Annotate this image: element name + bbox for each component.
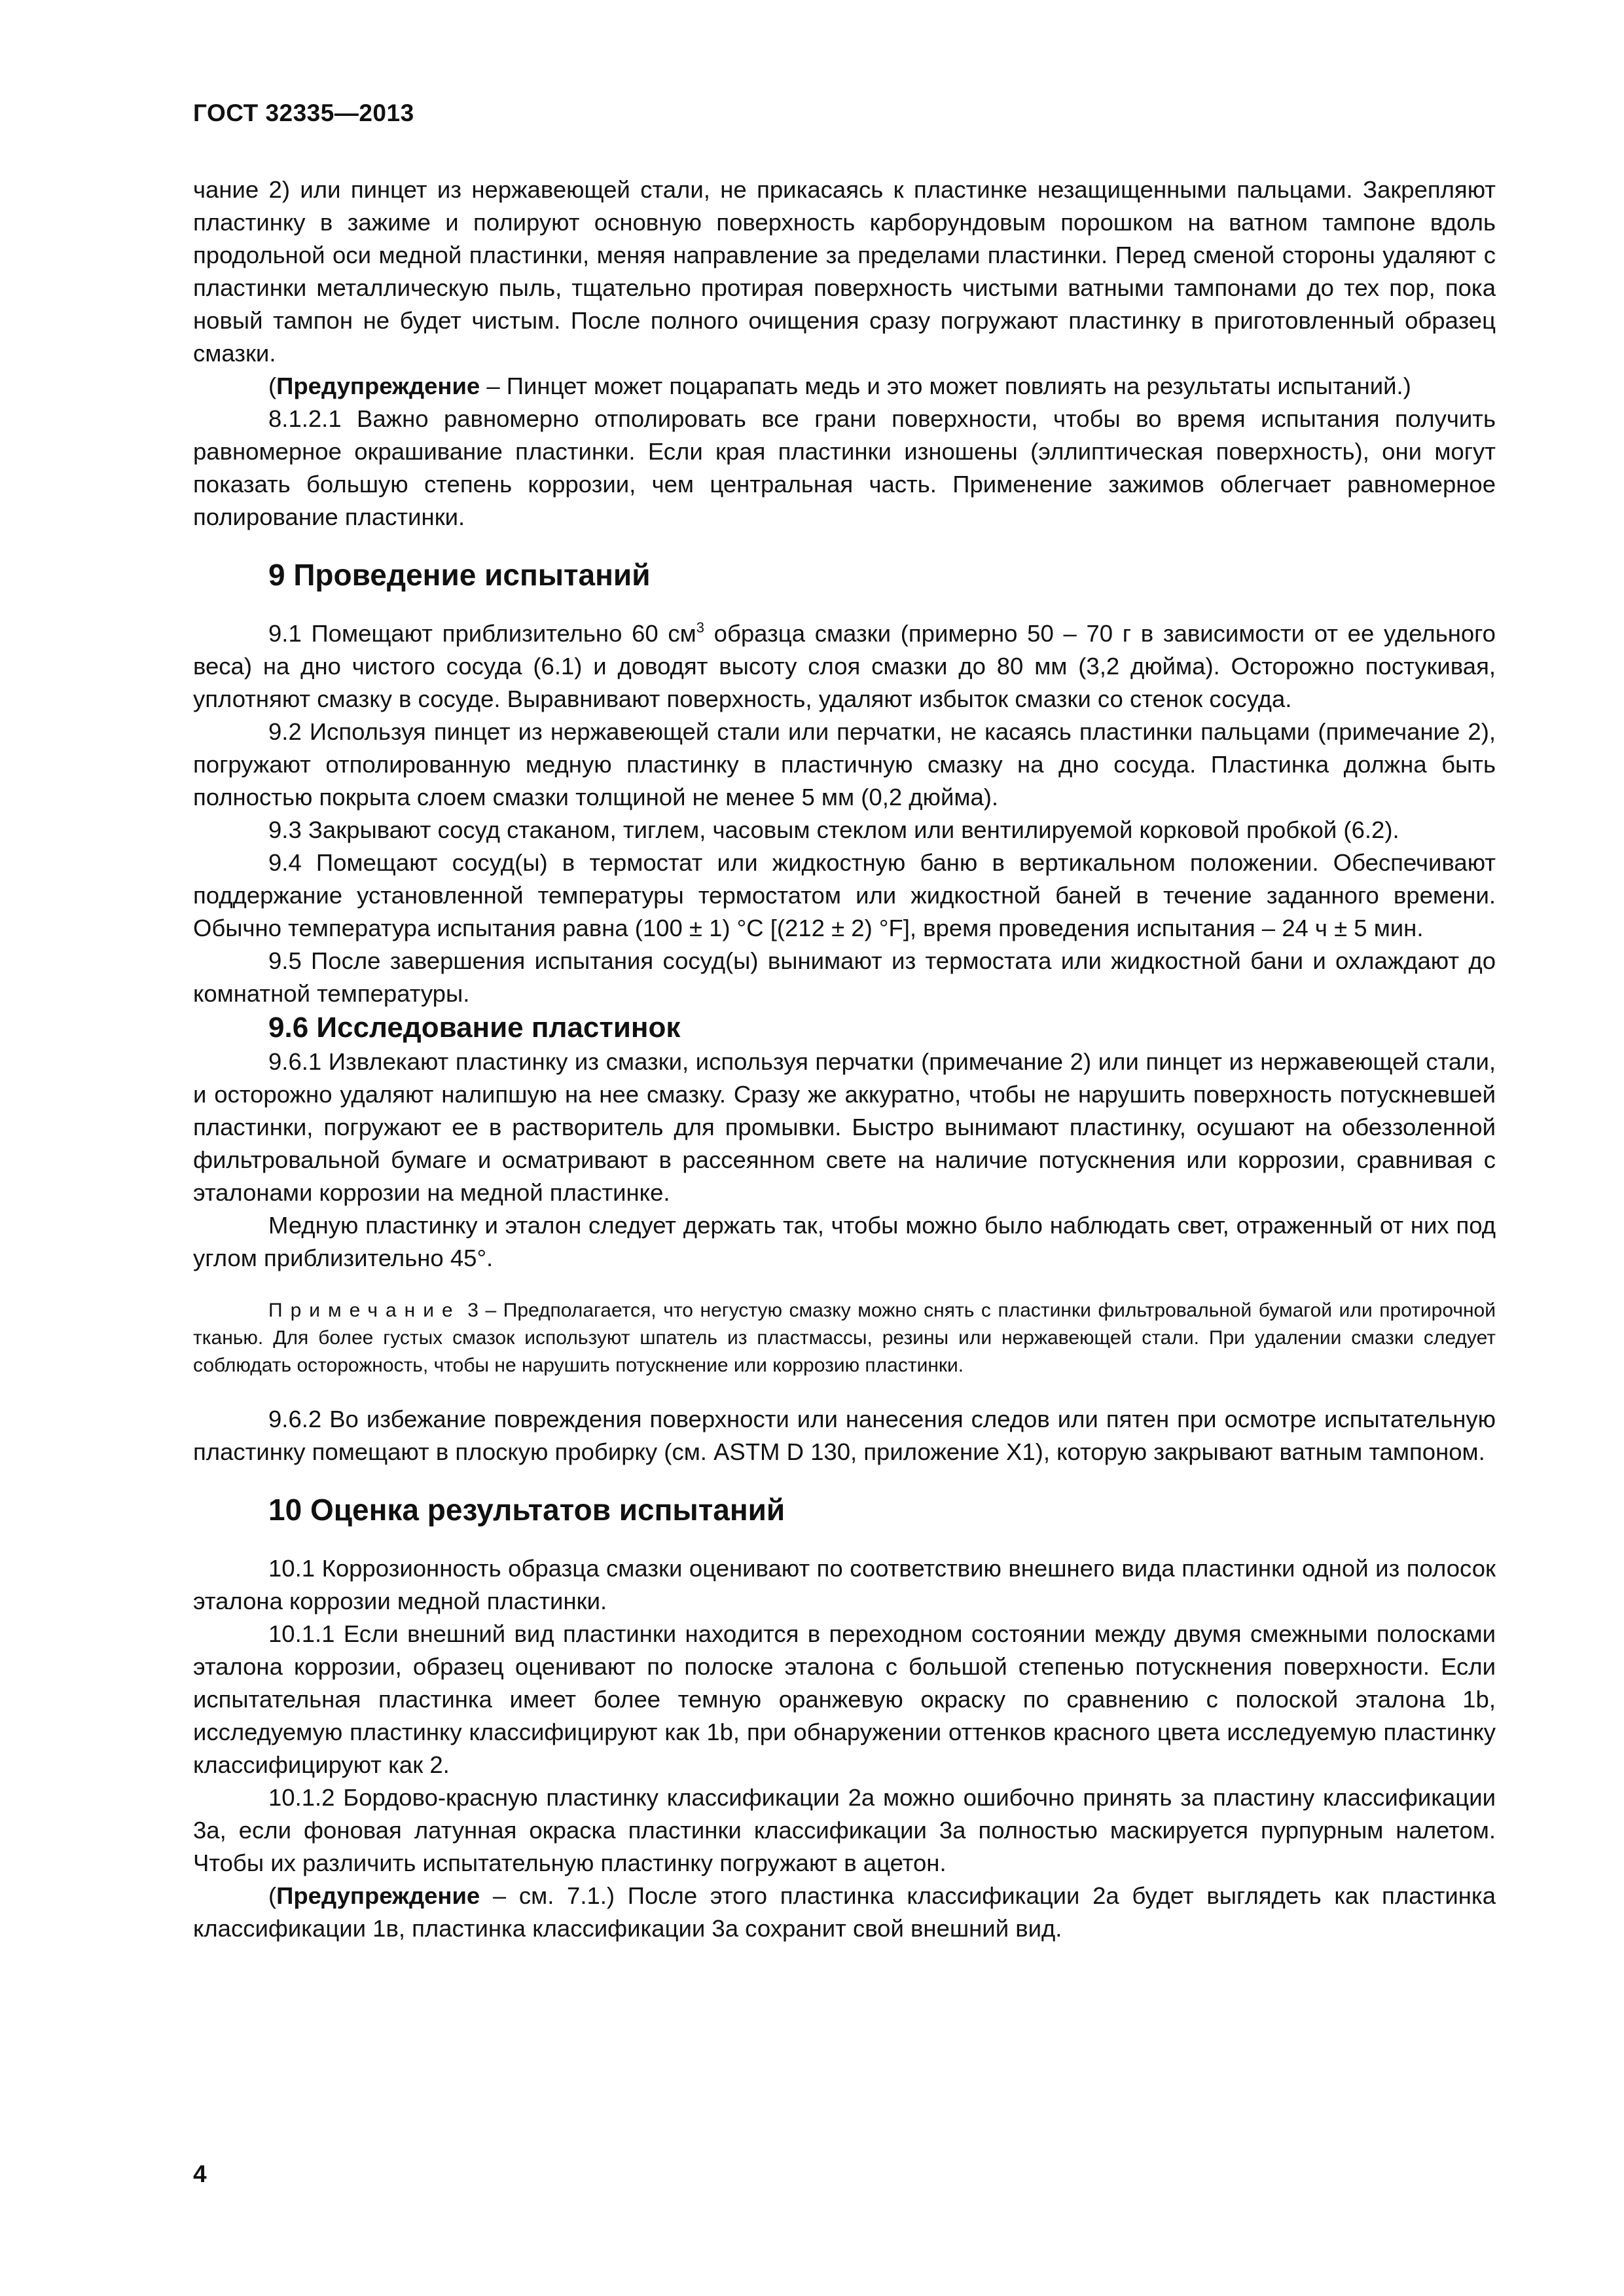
paragraph-9-1 (193, 617, 1496, 716)
paragraph-8-1-2-1: 8.1.2.1 Важно равномерно отполировать все грани поверхности, чтобы во время испытания получить равномерное окрашивание пластинки. Если края пластинки изношены (эллиптическая поверхность), они могут показать большую степень коррозии, чем центральная часть. Применение зажимов облегчает равномерное полирование пластинки. (193, 405, 1496, 530)
section-10-title: 10 Оценка результатов испытаний (268, 1493, 785, 1527)
warning-text: – см. 7.1.) После этого пластинка классификации 2а будет выглядеть как пластинка классификации 1в, пластинка классификации 3а сохранит свой внешний вид. (193, 1882, 1496, 1942)
paragraph-10-1-1: 10.1.1 Если внешний вид пластинки находится в переходном состоянии между двумя смежными полосками эталона коррозии, образец оценивают по полоске эталона с большой степенью потускнения поверхности. Если испытательная пластинка имеет более темную оранжевую окраску по сравнению с полоской эталона 1b, исследуемую пластинку классифицируют как 1b, при обнаружении оттенков красного цвета исследуемую пластинку классифицируют как 2. (193, 1620, 1496, 1778)
note-3 (193, 1297, 1496, 1379)
paragraph-10-1: 10.1 Коррозионность образца смазки оценивают по соответствию внешнего вида пластинки одной из полосок эталона коррозии медной пластинки. (193, 1555, 1496, 1614)
paragraph-9-1-start: 9.1 Помещают приблизительно 60 см (268, 620, 696, 647)
note-text: 3 – Предполагается, что негустую смазку можно снять с пластинки фильтровальной бумагой или протирочной тканью. Для более густых смазок используют шпатель из пластмассы, резины или нержавеющей стали. При удалении смазки следует соблюдать осторожность, чтобы не нарушить потускнение или коррозию пластинки. (193, 1300, 1496, 1376)
section-9-title: 9 Проведение испытаний (268, 558, 651, 592)
paragraph-9-6-1-continued: Медную пластинку и эталон следует держать так, чтобы можно было наблюдать свет, отраженный от них под углом приблизительно 45°. (193, 1212, 1496, 1271)
superscript-3: 3 (696, 619, 704, 636)
warning-label: Предупреждение (276, 373, 480, 399)
warning-note-10 (193, 1880, 1496, 1945)
paragraph-8-1-2-continued: чание 2) или пинцет из нержавеющей стали, не прикасаясь к пластинке незащищенными пальцами. Закрепляют пластинку в зажиме и полируют основную поверхность карборундовым порошком на ватном тампоне вдоль продольной оси медной пластинки, меняя направление за пределами пластинки. Перед сменой стороны удаляют с пластинки металлическую пыль, тщательно протирая поверхность чистыми ватными тампонами до тех пор, пока новый тампон не будет чистым. После полного очищения сразу погружают пластинку в приготовленный образец смазки. (193, 176, 1496, 367)
paragraph-10-1-2: 10.1.2 Бордово-красную пластинку классификации 2а можно ошибочно принять за пластину классификации 3а, если фоновая латунная окраска пластинки классификации 3а полностью маскируется пурпурным налетом. Чтобы их различить испытательную пластинку погружают в ацетон. (193, 1784, 1496, 1876)
paragraph-9-6-1: 9.6.1 Извлекают пластинку из смазки, используя перчатки (примечание 2) или пинцет из нержавеющей стали, и осторожно удаляют налипшую на нее смазку. Сразу же аккуратно, чтобы не нарушить поверхность потускневшей пластинки, погружают ее в растворитель для промывки. Быстро вынимают пластинку, осушают на обеззоленной фильтровальной бумаге и осматривают в рассеянном свете на наличие потускнения или коррозии, сравнивая с эталонами коррозии на медной пластинке. (193, 1048, 1496, 1206)
warning-open: ( (268, 373, 277, 399)
paragraph-9-2: 9.2 Используя пинцет из нержавеющей стали или перчатки, не касаясь пластинки пальцами (примечание 2), погружают отполированную медную пластинку в пластичную смазку на дно сосуда. Пластинка должна быть полностью покрыта слоем смазки толщиной не менее 5 мм (0,2 дюйма). (193, 718, 1496, 811)
paragraph-9-6-2: 9.6.2 Во избежание повреждения поверхности или нанесения следов или пятен при осмотре испытательную пластинку помещают в плоскую пробирку (см. ASTM D 130, приложение Х1), которую закрывают ватным тампоном. (193, 1406, 1496, 1465)
note-label: Примечание (268, 1300, 461, 1321)
subsection-9-6-title: 9.6 Исследование пластинок (268, 1011, 681, 1044)
document-header: ГОСТ 32335—2013 (193, 100, 414, 126)
warning-text: – Пинцет может поцарапать медь и это может повлиять на результаты испытаний.) (480, 373, 1411, 399)
warning-note (193, 370, 1496, 403)
paragraph-9-1-end: образца смазки (примерно 50 – 70 г в зависимости от ее удельного веса) на дно чистого сосуда (6.1) и доводят высоту слоя смазки до 80 мм (3,2 дюйма). Осторожно постукивая, уплотняют смазку в сосуде. Выравнивают поверхность, удаляют избыток смазки со стенок сосуда. (193, 620, 1496, 712)
document-body (193, 173, 1496, 1945)
warning-open: ( (268, 1882, 277, 1909)
paragraph-9-3: 9.3 Закрывают сосуд стаканом, тиглем, часовым стеклом или вентилируемой корковой пробкой (6.2). (268, 816, 1399, 843)
paragraph-9-4: 9.4 Помещают сосуд(ы) в термостат или жидкостную баню в вертикальном положении. Обеспечивают поддержание установленной температуры термостатом или жидкостной баней в течение заданного времени. Обычно температура испытания равна (100 ± 1) °С [(212 ± 2) °F], время проведения испытания – 24 ч ± 5 мин. (193, 849, 1496, 941)
page-number: 4 (193, 2160, 207, 2187)
paragraph-9-5: 9.5 После завершения испытания сосуд(ы) вынимают из термостата или жидкостной бани и охлаждают до комнатной температуры. (193, 947, 1496, 1007)
warning-label: Предупреждение (276, 1882, 480, 1909)
